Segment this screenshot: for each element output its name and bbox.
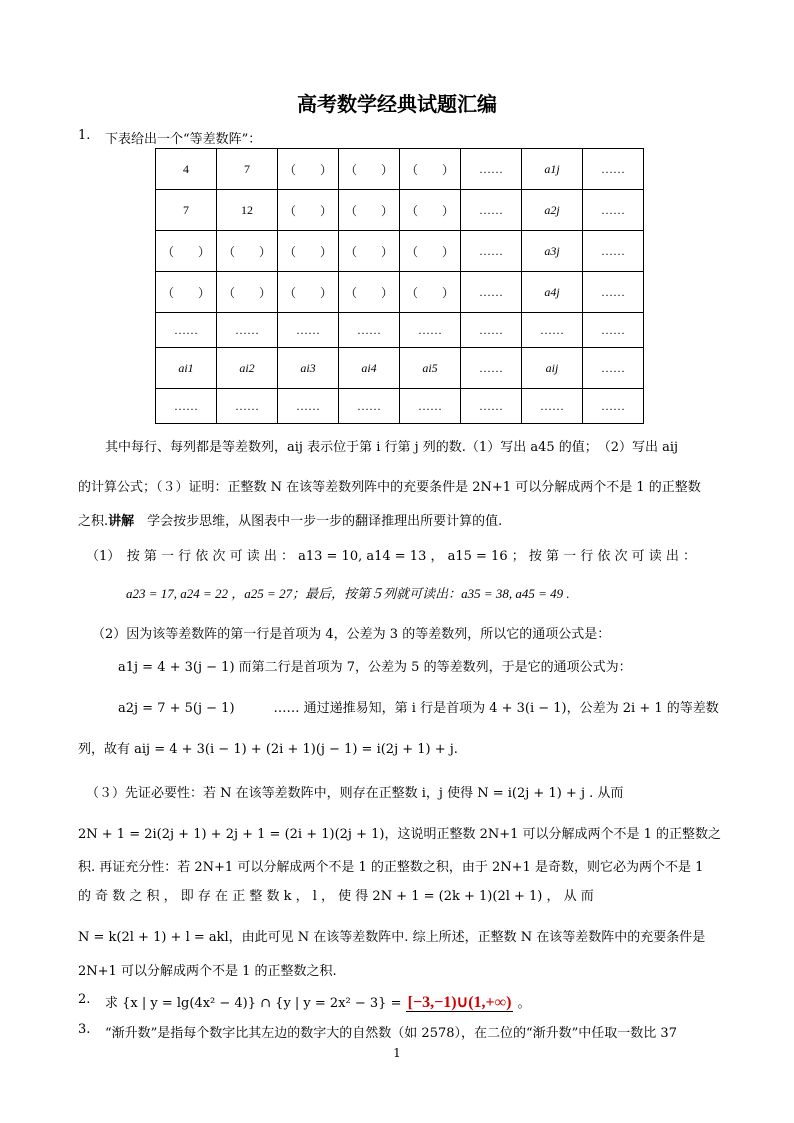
table-cell: …… [461, 348, 522, 389]
q1-text-line-9: 列，故有 aij = 4 + 3(i − 1) + (2i + 1)(j − 1) = i(2j + 1) + j. [78, 742, 458, 757]
table-row [156, 149, 644, 190]
table-cell: …… [278, 313, 339, 348]
table-cell: …… [339, 389, 400, 424]
q1-line3-c: 学会按步思维，从图表中一步一步的翻译推理出所要计算的值. [134, 514, 503, 529]
question-3-number: 3. [78, 1022, 91, 1037]
table-row [156, 389, 644, 424]
table-cell: （ ） [156, 272, 217, 313]
question-2-end: 。 [517, 996, 531, 1011]
table-row [156, 313, 644, 348]
table-cell: （ ） [217, 272, 278, 313]
q1-text-line-4: （1） 按 第 一 行 依 次 可 读 出 ： a13 = 10, a14 = 13 ， a15 = 16 ； 按 第 一 行 依 次 可 读 出 ： [86, 549, 697, 564]
table-cell: …… [583, 149, 644, 190]
table-cell: （ ） [339, 149, 400, 190]
q1-text-line-8: a2j = 7 + 5(j − 1) …… 通过递推易知，第 i 行是首项为 4 + 3(i − 1)，公差为 2i + 1 的等差数 [118, 701, 719, 716]
table-cell: a1j [522, 149, 583, 190]
document-title: 高考数学经典试题汇编 [297, 92, 497, 116]
table-cell: …… [217, 313, 278, 348]
table-cell: …… [156, 313, 217, 348]
table-cell: …… [400, 389, 461, 424]
question-2-answer: [−3,−1)∪(1,+∞) [407, 994, 512, 1011]
table-cell: a2j [522, 190, 583, 231]
table-cell: …… [400, 313, 461, 348]
q1-text-line-12: 积. 再证充分性：若 2N+1 可以分解成两个不是 1 的正整数之积，由于 2N+1 是奇数，则它必为两个不是 1 [78, 860, 704, 875]
table-cell: 7 [156, 190, 217, 231]
question-3-text: “渐升数”是指每个数字比其左边的数字大的自然数（如 2578），在二位的“渐升数”中任取一数比 37 [105, 1026, 677, 1041]
table-cell: …… [583, 389, 644, 424]
table-cell: …… [461, 231, 522, 272]
table-cell: （ ） [339, 272, 400, 313]
table-cell: a4j [522, 272, 583, 313]
table-cell: （ ） [217, 231, 278, 272]
table-cell: ai1 [156, 348, 217, 389]
table-cell: （ ） [400, 272, 461, 313]
table-cell: …… [156, 389, 217, 424]
q1-text-line-2: 的计算公式；（３）证明：正整数 N 在该等差数列阵中的充要条件是 2N+1 可以分解成两个不是 1 的正整数 [78, 480, 701, 495]
table-cell: …… [461, 389, 522, 424]
q1-text-line-1: 其中每行、每列都是等差数列，aij 表示位于第 i 行第 j 列的数.（1）写出 a45 的值； （2）写出 aij [105, 440, 679, 455]
q1-text-line-5: a23 = 17, a24 = 22 ，a25 = 27；最后，按第５列就可读出：a35 = 38, a45 = 49 . [126, 586, 570, 601]
table-cell: …… [522, 389, 583, 424]
table-cell: …… [583, 313, 644, 348]
table-cell: …… [461, 149, 522, 190]
table-cell: …… [461, 313, 522, 348]
table-row [156, 231, 644, 272]
q1-text-line-10: （３）先证必要性：若 N 在该等差数阵中，则存在正整数 i，j 使得 N = i(2j + 1) + j . 从而 [86, 786, 624, 801]
table-cell: …… [583, 348, 644, 389]
table-row [156, 272, 644, 313]
question-2-number: 2. [78, 992, 91, 1007]
table-cell: （ ） [278, 149, 339, 190]
q1-line3-a: 之积. [78, 514, 109, 529]
q1-text-line-14: N = k(2l + 1) + l = akl，由此可见 N 在该等差数阵中. 综上所述，正整数 N 在该等差数阵中的充要条件是 [78, 930, 706, 945]
question-2 [105, 992, 531, 1012]
q1-text-line-6: （2）因为该等差数阵的第一行是首项为 4，公差为 3 的等差数列，所以它的通项公式是： [92, 627, 611, 642]
table-cell: …… [217, 389, 278, 424]
table-row [156, 190, 644, 231]
solution-label: 讲解 [108, 514, 135, 529]
table-cell: ai5 [400, 348, 461, 389]
table-cell: （ ） [400, 149, 461, 190]
table-cell: ai4 [339, 348, 400, 389]
table-cell: …… [339, 313, 400, 348]
table-cell: …… [583, 272, 644, 313]
table-cell: …… [461, 272, 522, 313]
table-cell: （ ） [400, 190, 461, 231]
table-cell: （ ） [278, 190, 339, 231]
q1-text-line-7: a1j = 4 + 3(j − 1) 而第二行是首项为 7，公差为 5 的等差数列，于是它的通项公式为： [118, 660, 632, 675]
page-number: 1 [393, 1046, 401, 1060]
table-cell: （ ） [339, 190, 400, 231]
q1-text-line-11: 2N + 1 = 2i(2j + 1) + 2j + 1 = (2i + 1)(2j + 1)，这说明正整数 2N+1 可以分解成两个不是 1 的正整数之 [78, 827, 722, 842]
table-cell: 4 [156, 149, 217, 190]
question-1-number: 1. [78, 128, 91, 143]
table-cell: 12 [217, 190, 278, 231]
table-cell: （ ） [278, 272, 339, 313]
table-cell: aij [522, 348, 583, 389]
table-cell: …… [583, 190, 644, 231]
table-cell: …… [522, 313, 583, 348]
table-cell: 7 [217, 149, 278, 190]
table-cell: （ ） [278, 231, 339, 272]
table-cell: a3j [522, 231, 583, 272]
table-cell: （ ） [156, 231, 217, 272]
table-cell: （ ） [400, 231, 461, 272]
table-cell: ai3 [278, 348, 339, 389]
question-1-intro: 下表给出一个“等差数阵”： [105, 132, 262, 147]
table-cell: …… [278, 389, 339, 424]
table-cell: （ ） [339, 231, 400, 272]
table-cell: …… [461, 190, 522, 231]
table-row [156, 348, 644, 389]
table-cell: ai2 [217, 348, 278, 389]
arithmetic-matrix-table [155, 148, 644, 424]
table-cell: …… [583, 231, 644, 272]
q1-text-line-13: 的 奇 数 之 积 ， 即 存 在 正 整 数 k ， l ， 使 得 2N + 1 = (2k + 1)(2l + 1) ， 从 而 [78, 889, 594, 904]
q1-text-line-15: 2N+1 可以分解成两个不是 1 的正整数之积. [78, 964, 337, 979]
question-2-text: 求 {x | y = lg(4x² − 4)} ∩ {y | y = 2x² − 3} = [105, 996, 402, 1011]
q1-text-line-3 [78, 510, 502, 529]
